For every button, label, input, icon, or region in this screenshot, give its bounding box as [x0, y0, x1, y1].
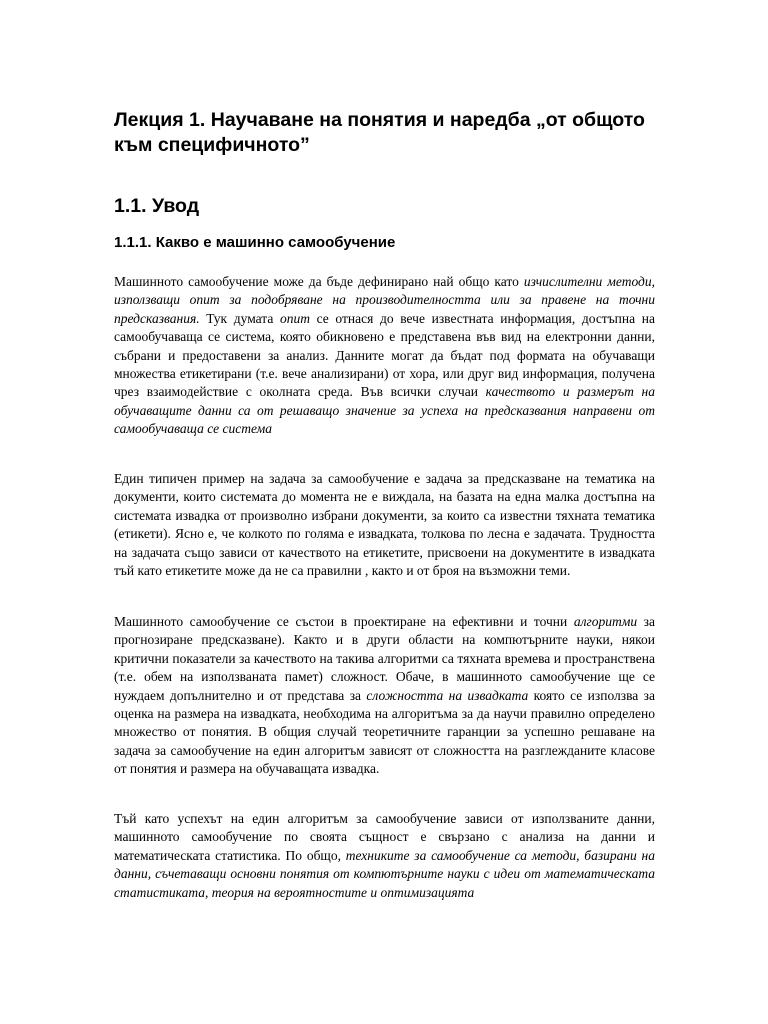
- text-run: се отнася до вече известната информация, достъпна на самообучаваща се система, която обикновено е представена във вид на електронни данни, събрани и предоставени за анализ. Данните могат да бъдат под формата на обучаващи множества етикетирани (т.е. вече анализирани) от хора, или друг вид информация, получена чрез взаимодействие с околната среда. Във всички случаи: [114, 310, 655, 400]
- text-run: Един типичен пример на задача за самообучение е задача за предсказване на тематика на документи, които системата до момента не е виждала, на базата на една малка достъпна на системата извадка от произволно избрани документи, за които са известни тяхната тематика (етикети). Ясно е, че колкото по голяма е извадката, толкова по лесна е задачата. Трудността на задачата също зависи от качеството на етикетите, присвоени на документите в извадката тъй като етикетите може да не са правилни , както и от броя на възможни теми.: [114, 471, 655, 579]
- paragraph: [114, 613, 655, 779]
- italic-text-run: изчислителни методи, използващи опит за подобряване на производителността или за правене на точни предсказвания.: [114, 274, 656, 326]
- section-heading: 1.1. Увод: [114, 195, 200, 217]
- italic-text-run: опит: [280, 310, 310, 326]
- italic-text-run: алгоритми: [573, 614, 638, 629]
- text-run: Машинното самообучение се състои в проектиране на ефективни и точни: [114, 614, 574, 629]
- text-run: която се използва за оценка на размера на извадката, необходима на алгоритъма за да научи правилно определено множество от понятия. В общия случай теоретичните гаранции за успешно решаване на задача за самообучение на един алгоритъм зависят от сложността на разглежданите класове от понятия и размера на обучаващата извадка.: [114, 687, 655, 777]
- paragraph: [114, 810, 655, 902]
- subsection-heading: 1.1.1. Какво е машинно самообучение: [114, 234, 396, 251]
- paragraph: [114, 470, 655, 580]
- text-run: Машинното самообучение може да бъде дефинирано най общо като: [114, 274, 524, 289]
- italic-text-run: качеството и размерът на обучаващите данни са от решаващо значение за успеха на предсказвания направени от самообучаваща се система: [114, 384, 655, 437]
- paragraph: [114, 273, 655, 439]
- italic-text-run: сложността на извадката: [366, 687, 529, 703]
- text-run: Тук думата: [199, 310, 280, 326]
- italic-text-run: техниките за самообучение са методи, базирани на данни, съчетаващи основни понятия от компютърните науки с идеи от математическата статистиката, теория на вероятностите и оптимизацията: [114, 847, 655, 900]
- text-run: Тъй като успехът на един алгоритъм за самообучение зависи от използваните данни, машинното самообучение по своята същност е свързано с анализа на данни и математическата статистика. По общо,: [114, 811, 655, 863]
- lecture-title: Лекция 1. Научаване на понятия и наредба „от общото към специфичното”: [114, 109, 645, 156]
- text-run: за прогнозиране предсказване). Както и в други области на компютърните науки, някои критични показатели за качеството на такива алгоритми са тяхната времева и пространствена (т.е. обем на използваната памет) сложност. Обаче, в машинното самообучение ще се нуждаем допълнително и от представа за: [114, 614, 655, 703]
